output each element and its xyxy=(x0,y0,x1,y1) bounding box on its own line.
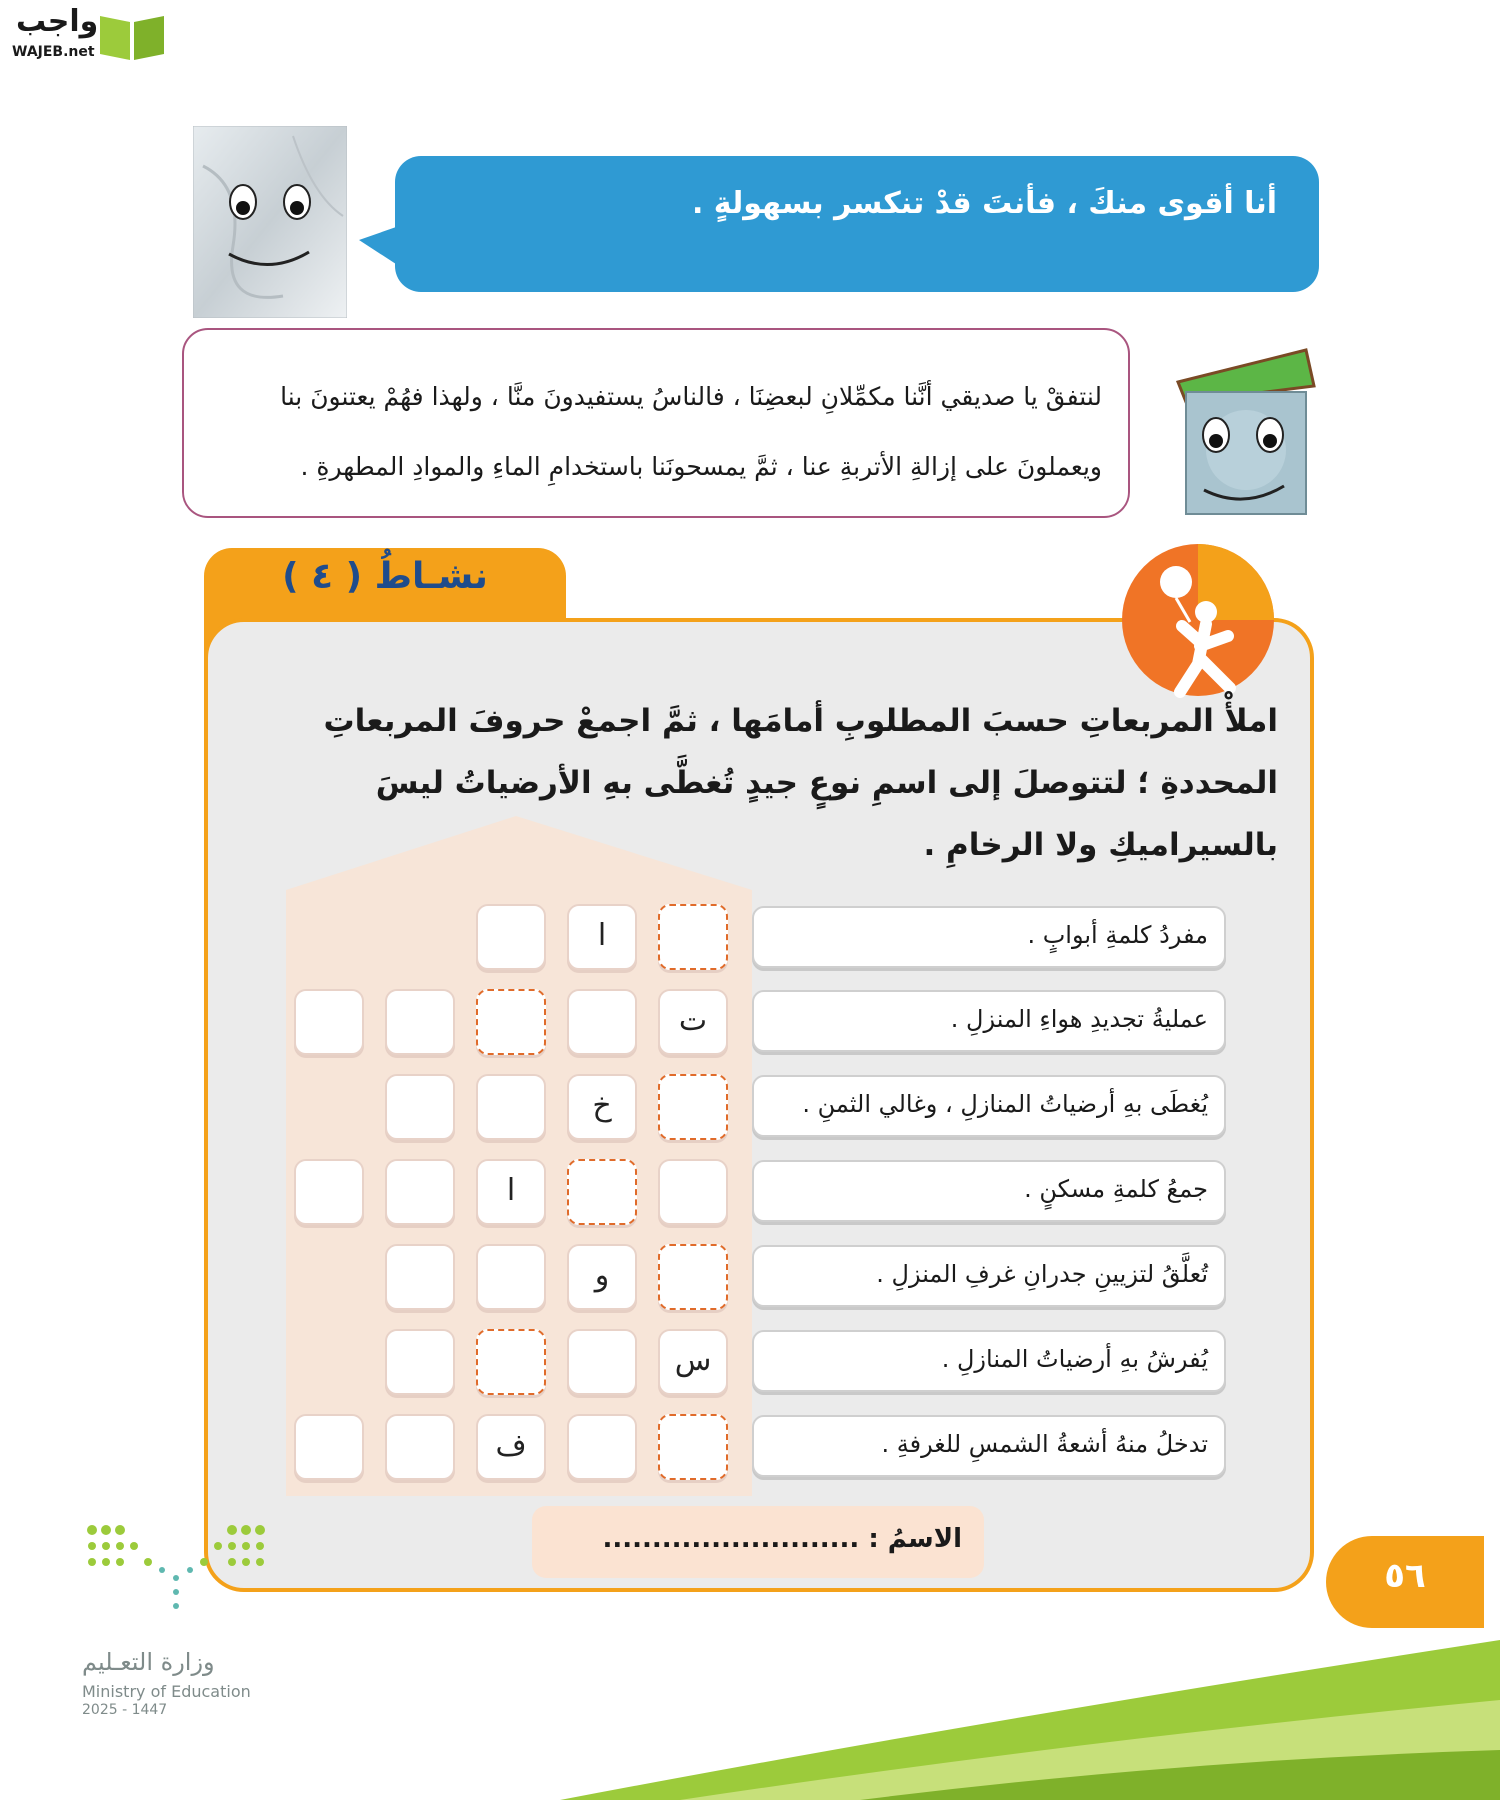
answer-cell[interactable]: ا xyxy=(476,1159,546,1225)
answer-cell[interactable] xyxy=(476,904,546,970)
ministry-arabic: وزارة التعـليم xyxy=(82,1648,215,1676)
ministry-english: Ministry of Education xyxy=(82,1682,251,1701)
answer-cell[interactable] xyxy=(385,1159,455,1225)
decorative-swoosh xyxy=(560,1640,1500,1800)
answer-cell[interactable]: ف xyxy=(476,1414,546,1480)
answer-cell[interactable] xyxy=(658,1244,728,1310)
answer-cell[interactable]: ت xyxy=(658,989,728,1055)
ministry-logo xyxy=(82,1520,272,1720)
wajeb-logo xyxy=(8,6,168,62)
speech-bubble-marble xyxy=(395,156,1319,292)
activity-instructions: املأْ المربعاتِ حسبَ المطلوبِ أمامَها ، ثمَّ اجمعْ حروفَ المربعاتِ المحددةِ ؛ لتتوصلَ إلى اسمِ نوعٍ جيدٍ تُغطَّى بهِ الأرضياتُ ليسَ بالسيراميكِ ولا الرخامِ . xyxy=(323,703,1278,863)
answer-cell[interactable] xyxy=(294,1159,364,1225)
activity-title: نشـاطُ ( ٤ ) xyxy=(282,556,488,597)
answer-cell[interactable] xyxy=(567,1414,637,1480)
marble-tile-character xyxy=(193,126,347,318)
answer-cell[interactable] xyxy=(385,1074,455,1140)
answer-cell[interactable] xyxy=(476,989,546,1055)
answer-cell[interactable]: و xyxy=(567,1244,637,1310)
answer-cell[interactable] xyxy=(476,1074,546,1140)
clue-3: يُغطَى بهِ أرضياتُ المنازلِ ، وغالي الثمنِ . xyxy=(752,1075,1226,1137)
answer-cell[interactable] xyxy=(658,1414,728,1480)
answer-cell[interactable] xyxy=(567,989,637,1055)
answer-cell[interactable] xyxy=(476,1244,546,1310)
answer-cell[interactable] xyxy=(294,1414,364,1480)
clue-1: مفردُ كلمةِ أبوابٍ . xyxy=(752,906,1226,968)
logo-latin: WAJEB.net xyxy=(12,44,95,60)
answer-cell[interactable]: ا xyxy=(567,904,637,970)
answer-cell[interactable] xyxy=(294,989,364,1055)
answer-cell[interactable]: س xyxy=(658,1329,728,1395)
answer-cell[interactable] xyxy=(385,989,455,1055)
answer-cell[interactable] xyxy=(658,904,728,970)
answer-cell[interactable] xyxy=(385,1414,455,1480)
answer-cell[interactable]: خ xyxy=(567,1074,637,1140)
name-field[interactable] xyxy=(532,1506,984,1578)
dots-logo-icon xyxy=(82,1520,272,1620)
clue-4: جمعُ كلمةِ مسكنٍ . xyxy=(752,1160,1226,1222)
answer-cell[interactable] xyxy=(658,1074,728,1140)
logo-arabic: واجب xyxy=(16,4,99,39)
activity-icon xyxy=(1120,542,1276,698)
answer-cell[interactable] xyxy=(385,1329,455,1395)
clue-2: عمليةُ تجديدِ هواءِ المنزلِ . xyxy=(752,990,1226,1052)
answer-cell[interactable] xyxy=(476,1329,546,1395)
book-icon xyxy=(94,6,170,62)
speech-text-marble: أنا أقوى منكَ ، فأنتَ قدْ تنكسر بسهولةٍ . xyxy=(691,186,1277,221)
clue-7: تدخلُ منهُ أشعةُ الشمسِ للغرفةِ . xyxy=(752,1415,1226,1477)
answer-cell[interactable] xyxy=(567,1159,637,1225)
answer-cell[interactable] xyxy=(567,1329,637,1395)
page-number: ٥٦ xyxy=(1384,1556,1426,1596)
ceramic-tile-character xyxy=(1166,340,1316,520)
name-label: الاسمُ : .......................... xyxy=(602,1524,962,1554)
clue-6: يُفرشُ بهِ أرضياتُ المنازلِ . xyxy=(752,1330,1226,1392)
speech-text-ceramic: لنتفقْ يا صديقي أنَّنا مكمِّلانِ لبعضِنَا ، فالناسُ يستفيدونَ منَّا ، ولهذا فهُمْ يعتنونَ بنا ويعملونَ على إزالةِ الأتربةِ عنا ، ثمَّ يمسحونَنا باستخدامِ الماءِ والموادِ المطهرةِ . xyxy=(280,382,1102,481)
speech-bubble-ceramic xyxy=(182,328,1130,518)
ministry-year: 2025 - 1447 xyxy=(82,1702,168,1718)
clue-5: تُعلَّقُ لتزيينِ جدرانِ غرفِ المنزلِ . xyxy=(752,1245,1226,1307)
answer-cell[interactable] xyxy=(658,1159,728,1225)
answer-cell[interactable] xyxy=(385,1244,455,1310)
